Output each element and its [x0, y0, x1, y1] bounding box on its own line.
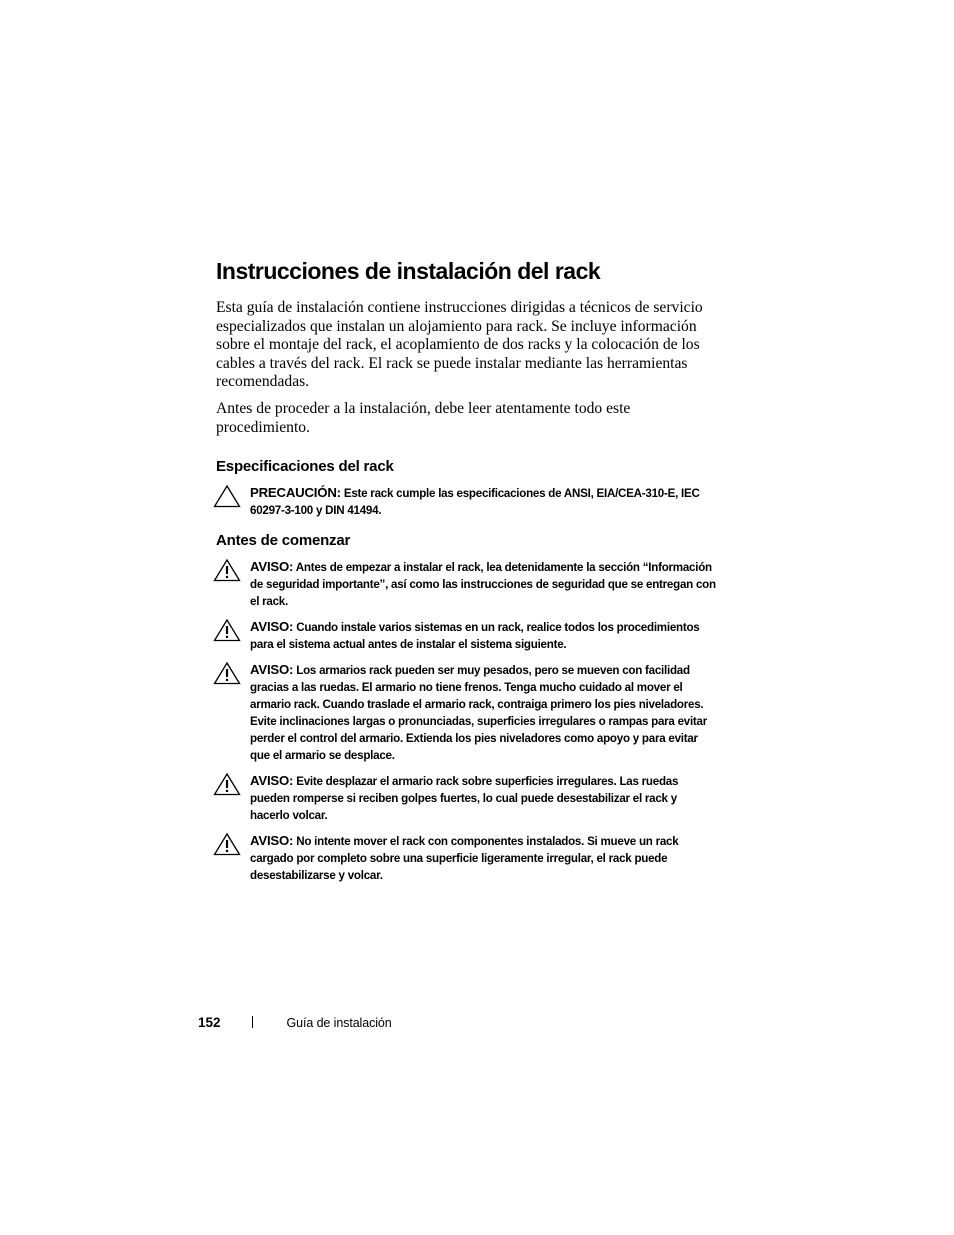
warning-triangle-icon — [213, 558, 241, 582]
warning-triangle-icon — [213, 772, 241, 796]
warning-label: AVISO: — [250, 662, 294, 678]
warning-label: AVISO: — [250, 619, 294, 635]
intro-paragraph: Esta guía de instalación contiene instrucciones dirigidas a técnicos de servicio especializados que instalan un alojamiento para rack. Se incluye información sobre el montaje del rack, el acoplamiento de dos racks y la colocación de los cables a través del rack. El rack se puede instalar mediante las herramientas recomendadas. — [216, 299, 703, 391]
warning-text-block — [250, 558, 716, 610]
caution-notice — [216, 484, 716, 519]
warning-text-block — [250, 618, 716, 653]
warning-notice — [216, 832, 716, 884]
warning-triangle-icon — [213, 661, 241, 685]
footer-divider — [252, 1016, 253, 1028]
caution-triangle-icon — [213, 484, 241, 508]
caution-label: PRECAUCIÓN: — [250, 485, 341, 501]
intro-paragraph: Antes de proceder a la instalación, debe leer atentamente todo este procedimiento. — [216, 399, 631, 436]
warning-text: Antes de empezar a instalar el rack, lea detenidamente la sección “Información de seguridad importante”, así como las instrucciones de seguridad que se entregan con el rack. — [250, 561, 716, 609]
footer-doc-title: Guía de instalación — [286, 1016, 392, 1030]
warning-text: Cuando instale varios sistemas en un rack, realice todos los procedimientos para el sistema actual antes de instalar el sistema siguiente. — [250, 621, 700, 652]
warning-notice — [216, 618, 716, 653]
warning-notice — [216, 558, 716, 610]
warning-label: AVISO: — [250, 833, 294, 849]
warning-text: Evite desplazar el armario rack sobre superficies irregulares. Las ruedas pueden romperse si reciben golpes fuertes, lo cual puede desestabilizar el rack y hacerlo volcar. — [250, 775, 679, 823]
page-content — [216, 256, 716, 892]
warning-text: Los armarios rack pueden ser muy pesados, pero se mueven con facilidad gracias a las ruedas. El armario no tiene frenos. Tenga mucho cuidado al mover el armario rack. Cuando traslade el armario rack, contraiga primero los pies niveladores. Evite inclinaciones largas o pronunciadas, superficies irregulares o rampas para evitar perder el control del armario. Extienda los pies niveladores como apoyo y para evitar que el armario se desplace. — [250, 664, 708, 763]
warning-text: No intente mover el rack con componentes instalados. Si mueve un rack cargado por completo sobre una superficie ligeramente irregular, el rack puede desestabilizarse y volcar. — [250, 835, 679, 883]
page-footer — [198, 1014, 392, 1032]
section-heading-specifications: Especificaciones del rack — [216, 458, 394, 476]
page-title: Instrucciones de instalación del rack — [216, 258, 601, 284]
caution-text-block — [250, 484, 716, 519]
warning-label: AVISO: — [250, 559, 294, 575]
warning-notice — [216, 661, 716, 764]
warning-text-block — [250, 661, 716, 764]
section-heading-before-starting: Antes de comenzar — [216, 532, 351, 550]
warning-text-block — [250, 772, 716, 824]
page-number: 152 — [198, 1015, 221, 1030]
warning-label: AVISO: — [250, 773, 294, 789]
warning-triangle-icon — [213, 832, 241, 856]
warning-triangle-icon — [213, 618, 241, 642]
warning-notice — [216, 772, 716, 824]
caution-text: Este rack cumple las especificaciones de ANSI, EIA/CEA-310-E, IEC 60297-3-100 y DIN 41494. — [250, 487, 700, 518]
warning-text-block — [250, 832, 716, 884]
